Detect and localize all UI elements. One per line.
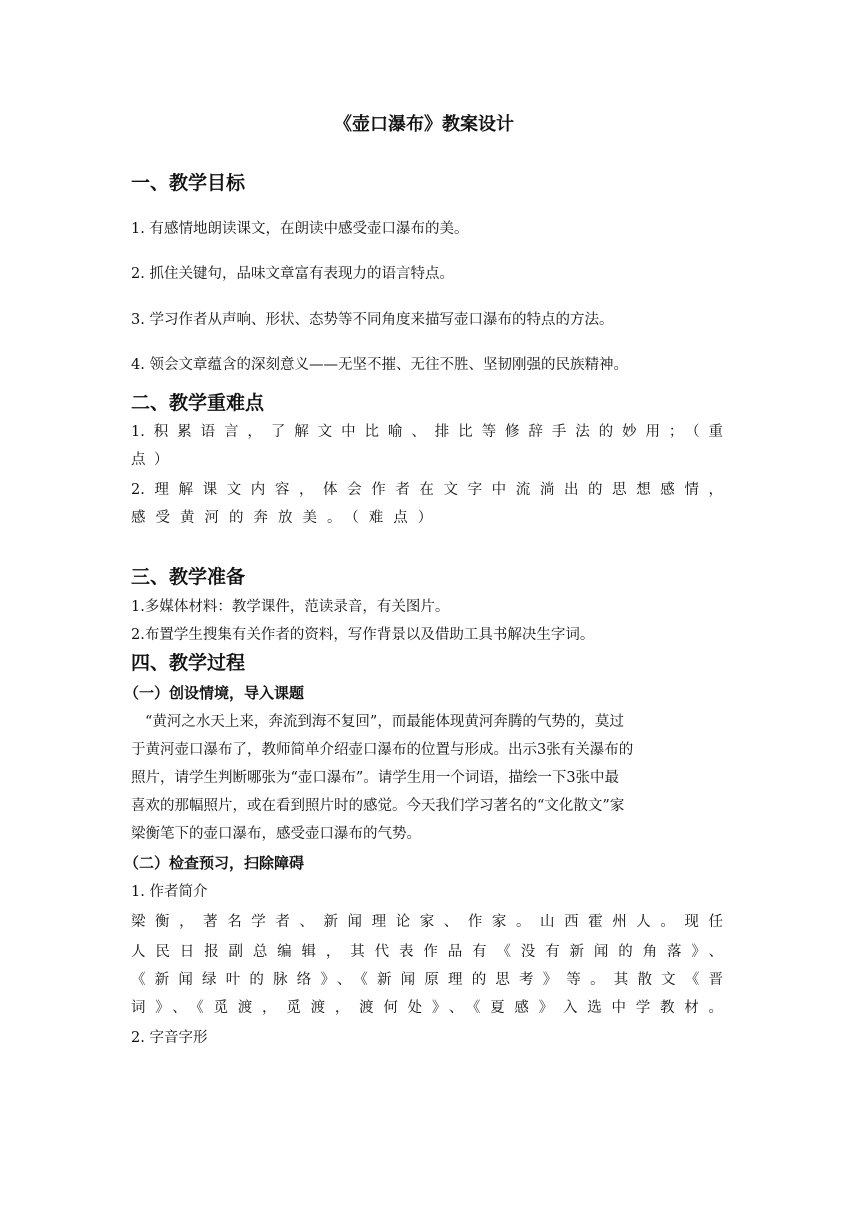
section-heading-process: 四、教学过程	[131, 652, 246, 674]
objective-item: 1. 有感情地朗读课文，在朗读中感受壶口瀑布的美。	[131, 221, 469, 237]
key-point-item-line: 感受黄河的奔放美。（难点）	[131, 510, 443, 526]
objective-item: 4. 领会文章蕴含的深刻意义——无坚不摧、无往不胜、坚韧刚强的民族精神。	[131, 357, 628, 373]
bio-line: 《新闻绿叶的脉络》、《新闻原理的思考》等。其散文《晋	[131, 972, 723, 988]
paragraph-line: 梁衡笔下的壶口瀑布，感受壶口瀑布的气势。	[131, 826, 421, 842]
paragraph-line: 于黄河壶口瀑布了，教师简单介绍壶口瀑布的位置与形成。出示3张有关瀑布的	[131, 742, 634, 758]
preparation-item: 1.多媒体材料：教学课件，范读录音，有关图片。	[131, 599, 450, 615]
key-point-item-line: 1.积累语言，了解文中比喻、排比等修辞手法的妙用；（重	[131, 424, 723, 440]
bio-line: 词》、《觅渡，觅渡，渡何处》、《夏感》入选中学教材。	[131, 1000, 723, 1016]
key-point-item-line: 点）	[131, 452, 177, 468]
objective-item: 3. 学习作者从声响、形状、态势等不同角度来描写壶口瀑布的特点的方法。	[131, 312, 614, 328]
objective-item: 2. 抓住关键句，品味文章富有表现力的语言特点。	[131, 266, 454, 282]
bio-line: 梁衡，著名学者、新闻理论家、作家。山西霍州人。现任	[131, 914, 723, 930]
section-heading-preparation: 三、教学准备	[131, 566, 246, 588]
preparation-item: 2.布置学生搜集有关作者的资料，写作背景以及借助工具书解决生字词。	[131, 627, 595, 643]
paragraph-line: 照片，请学生判断哪张为“壶口瀑布”。请学生用一个词语，描绘一下3张中最	[131, 770, 620, 786]
key-point-item-line: 2.理解课文内容，体会作者在文字中流淌出的思想感情，	[131, 482, 723, 498]
subsection-heading-preview: （二）检查预习，扫除障碍	[124, 854, 305, 872]
section-heading-objectives: 一、教学目标	[131, 172, 246, 194]
preview-item: 2. 字音字形	[131, 1030, 208, 1046]
section-heading-key-points: 二、教学重难点	[131, 392, 265, 414]
document-title: 《壶口瀑布》教案设计	[334, 114, 514, 135]
bio-line: 人民日报副总编辑，其代表作品有《没有新闻的角落》、	[131, 944, 723, 960]
subsection-heading-intro: （一）创设情境，导入课题	[124, 684, 305, 702]
paragraph-line: “黄河之水天上来，奔流到海不复回”，而最能体现黄河奔腾的气势的，莫过	[145, 714, 624, 730]
paragraph-line: 喜欢的那幅照片，或在看到照片时的感觉。今天我们学习著名的“文化散文”家	[131, 798, 625, 814]
preview-item: 1. 作者简介	[131, 884, 208, 900]
